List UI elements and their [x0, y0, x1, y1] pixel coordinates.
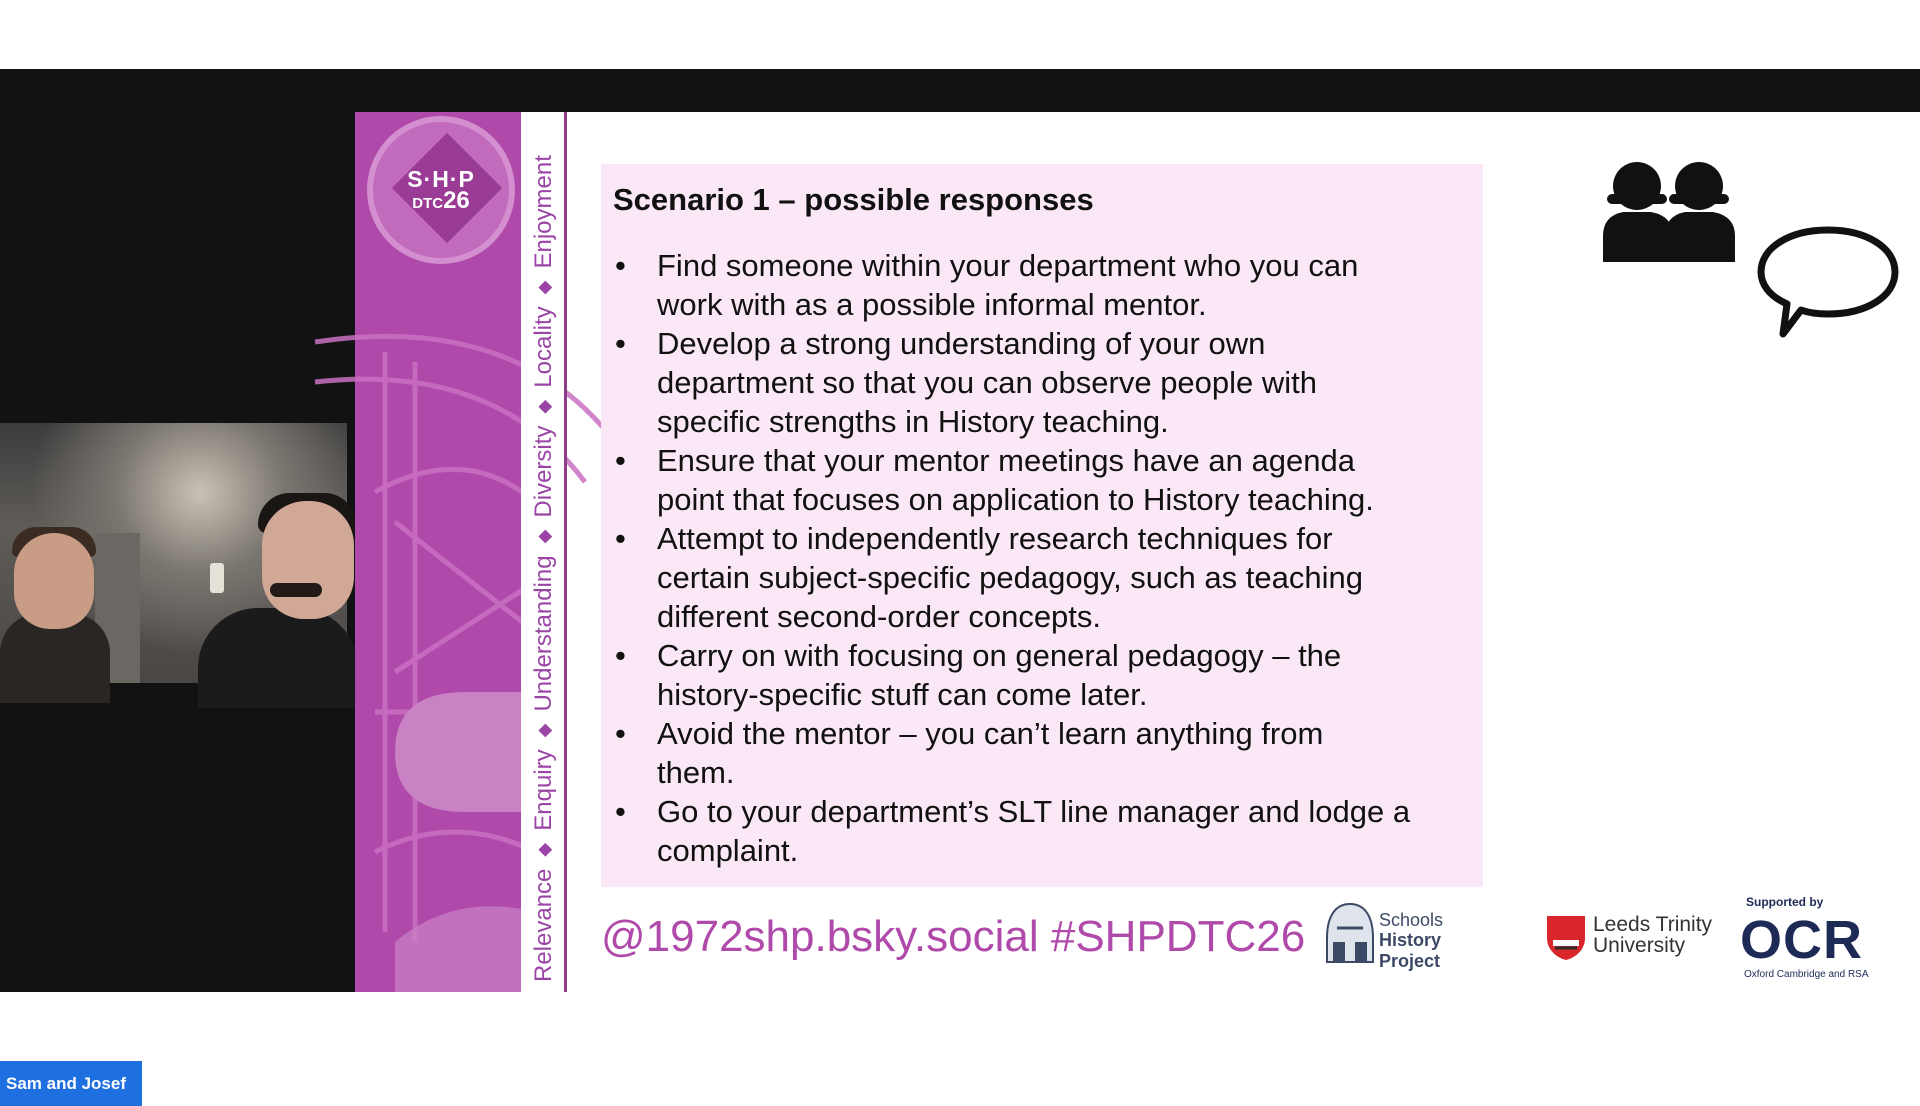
response-item [613, 792, 1471, 870]
shp-dtc-logo [367, 116, 515, 264]
response-item [613, 636, 1471, 714]
diamond-separator-icon: ◆ [533, 399, 554, 414]
speech-bubble-icon [1755, 222, 1901, 342]
ltu-logo-line1: Leeds Trinity [1593, 913, 1713, 936]
diamond-separator-icon: ◆ [533, 842, 554, 857]
response-line: specific strengths in History teaching. [657, 404, 1169, 439]
bullet-icon: • [615, 326, 626, 361]
response-line: department so that you can observe people with [657, 365, 1318, 400]
shp-logo-line2: History Project [1379, 930, 1442, 971]
response-line: point that focuses on application to History teaching. [657, 482, 1374, 517]
logo-line2-number: 26 [443, 187, 470, 214]
response-item [613, 519, 1471, 636]
participant-b-head [262, 501, 354, 619]
bullet-icon: • [615, 638, 626, 673]
bullet-icon: • [615, 794, 626, 829]
response-line: Carry on with focusing on general pedagogy – the [657, 638, 1342, 673]
value-enjoyment: Enjoyment [530, 155, 557, 269]
participant-name-label: Sam and Josef [0, 1061, 142, 1106]
response-line: Find someone within your department who you can [657, 248, 1359, 283]
schools-history-project-logo [1325, 902, 1505, 971]
bullet-icon: • [615, 248, 626, 283]
logo-line1: S·H·P [407, 166, 475, 192]
value-enquiry: Enquiry [530, 749, 557, 831]
ocr-supported-by: Supported by [1746, 895, 1824, 909]
value-diversity: Diversity [530, 425, 557, 518]
leeds-trinity-shield-icon [1545, 912, 1587, 962]
response-line: history-specific stuff can come later. [657, 677, 1148, 712]
response-line: work with as a possible informal mentor. [657, 287, 1207, 322]
response-line: Avoid the mentor – you can’t learn anything from [657, 716, 1324, 751]
response-item [613, 246, 1471, 324]
response-line: different second-order concepts. [657, 599, 1102, 634]
logo-line2-prefix: DTC [412, 195, 444, 212]
people-icon [1603, 158, 1735, 262]
value-understanding: Understanding [530, 555, 557, 712]
participant-video-tile[interactable] [0, 423, 347, 1093]
diamond-separator-icon: ◆ [533, 280, 554, 295]
participant-a-head [14, 533, 94, 629]
response-line: Develop a strong understanding of your own [657, 326, 1266, 361]
diamond-separator-icon: ◆ [533, 723, 554, 738]
ocr-logo [1740, 895, 1900, 985]
ocr-wordmark: OCR [1740, 910, 1863, 970]
leeds-trinity-logo [1545, 912, 1725, 968]
responses-list [613, 246, 1471, 870]
value-relevance: Relevance [530, 868, 557, 982]
participant-b-body [198, 608, 358, 708]
response-line: Go to your department’s SLT line manager and lodge a [657, 794, 1411, 829]
diamond-separator-icon: ◆ [533, 529, 554, 544]
values-list [527, 122, 561, 982]
bullet-icon: • [615, 716, 626, 751]
shp-logo-line1: Schools [1379, 910, 1444, 930]
response-line: Ensure that your mentor meetings have an agenda [657, 443, 1355, 478]
response-line: them. [657, 755, 735, 790]
value-locality: Locality [530, 306, 557, 388]
response-item [613, 714, 1471, 792]
response-line: certain subject-specific pedagogy, such as teaching [657, 560, 1363, 595]
bullet-icon: • [615, 443, 626, 478]
video-wall-lamp [210, 563, 224, 593]
responses-panel [601, 164, 1483, 887]
shared-slide [355, 112, 1920, 992]
slide-sidebar [355, 112, 521, 992]
participant-b-mustache [270, 583, 322, 597]
scenario-title: Scenario 1 – possible responses [613, 182, 1094, 217]
sidebar-shape [395, 692, 535, 812]
social-handle-hashtag: @1972shp.bsky.social #SHPDTC26 [601, 912, 1306, 961]
response-line: Attempt to independently research techniques for [657, 521, 1333, 556]
response-item [613, 441, 1471, 519]
bullet-icon: • [615, 521, 626, 556]
ocr-subtitle: Oxford Cambridge and RSA [1744, 969, 1869, 980]
ltu-logo-line2: University [1593, 934, 1686, 957]
values-strip [521, 112, 567, 992]
shp-helmet-icon [1325, 902, 1375, 964]
response-line: complaint. [657, 833, 799, 868]
response-item [613, 324, 1471, 441]
